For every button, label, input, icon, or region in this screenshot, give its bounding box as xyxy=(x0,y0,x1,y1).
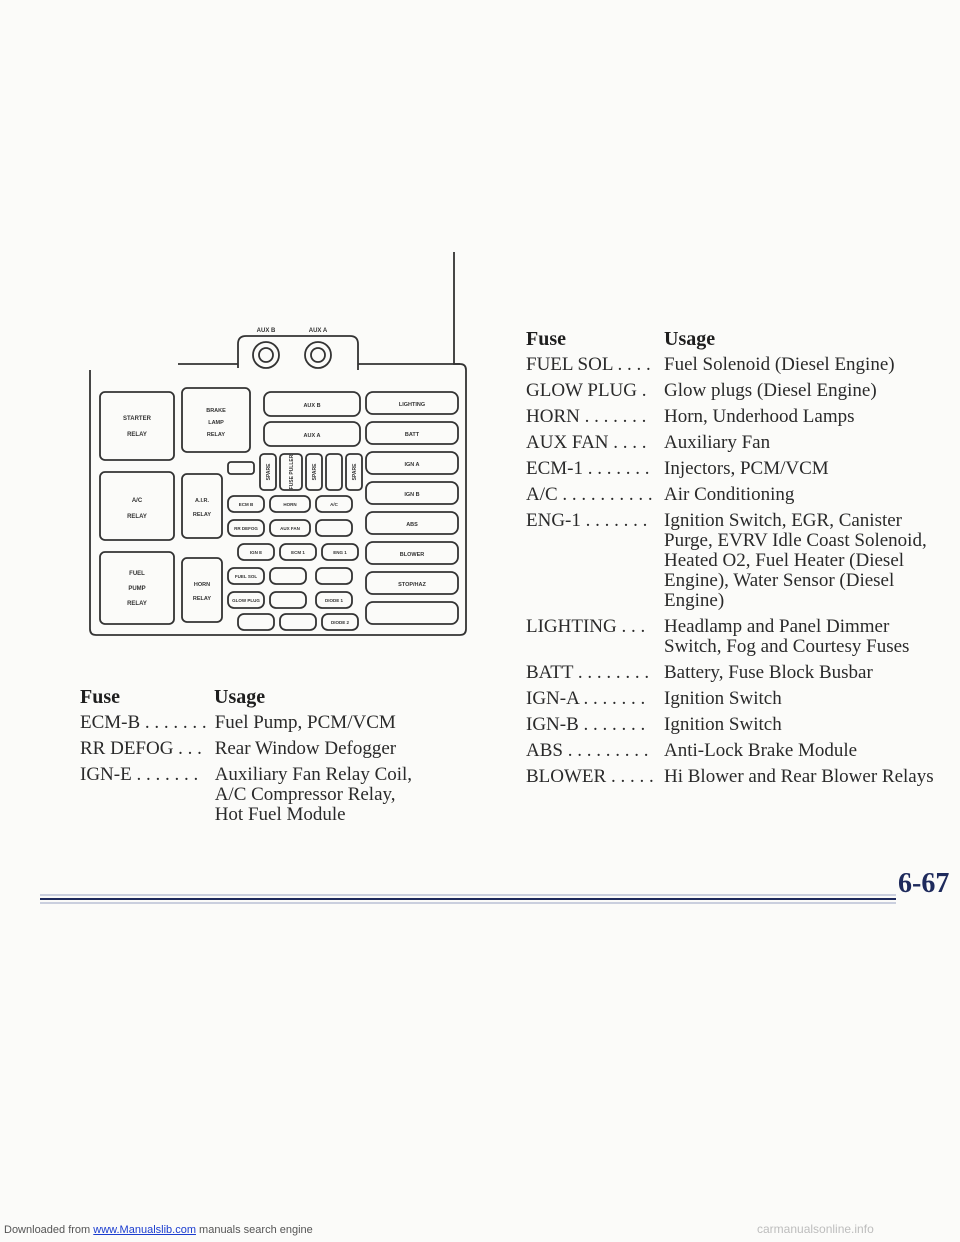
svg-text:ABS: ABS xyxy=(406,522,418,528)
manualslib-link[interactable]: www.Manualslib.com xyxy=(93,1224,196,1236)
svg-text:FUSE PULLER: FUSE PULLER xyxy=(289,454,295,490)
right-fuse-table xyxy=(526,355,934,793)
fuse-name: IGN-A . . . . . . . xyxy=(526,688,646,709)
svg-text:RELAY: RELAY xyxy=(192,596,212,602)
ac-relay xyxy=(100,472,174,540)
fuse-usage: Air Conditioning xyxy=(664,484,795,505)
starter-relay xyxy=(100,392,174,460)
download-footer xyxy=(4,1224,313,1236)
right-usage-header: Usage xyxy=(664,328,716,350)
svg-text:IGN E: IGN E xyxy=(249,550,263,555)
table-row xyxy=(526,741,934,767)
fuse-name: A/C . . . . . . . . . . xyxy=(526,484,653,505)
svg-text:ECM B: ECM B xyxy=(238,502,254,507)
svg-text:PUMP: PUMP xyxy=(128,586,146,592)
svg-text:AUX A: AUX A xyxy=(303,433,321,439)
table-row xyxy=(526,689,934,715)
svg-text:RELAY: RELAY xyxy=(127,432,147,438)
fuse-name: ECM-B . . . . . . . xyxy=(80,712,207,733)
fuel-pump-relay xyxy=(100,552,174,624)
fuse-name: GLOW PLUG . xyxy=(526,380,647,401)
fuse-usage: Ignition Switch xyxy=(664,714,782,735)
table-row xyxy=(80,765,425,831)
housing-top-tab xyxy=(238,336,358,370)
svg-text:DIODE 2: DIODE 2 xyxy=(330,620,350,625)
aux-a-block xyxy=(264,422,360,446)
svg-text:RELAY: RELAY xyxy=(206,432,226,438)
svg-text:ENG 1: ENG 1 xyxy=(333,550,347,555)
svg-text:RELAY: RELAY xyxy=(127,514,147,520)
fuse-usage: Rear Window Defogger xyxy=(214,738,397,759)
fuse-usage: Horn, Underhood Lamps xyxy=(664,406,855,427)
table-row xyxy=(526,715,934,741)
svg-text:BLOWER: BLOWER xyxy=(399,552,425,558)
spare-fuse-2 xyxy=(306,454,322,490)
table-row xyxy=(526,511,934,617)
right-fuse-header: Fuse xyxy=(526,328,566,350)
fuse-puller xyxy=(280,454,302,490)
svg-text:SPARE: SPARE xyxy=(312,463,318,481)
table-row xyxy=(80,713,425,739)
fuse-usage: Ignition Switch, EGR, Canister Purge, EVRV Idle Coast Solenoid, Heated O2, Fuel Heater (Diesel Engine), Water Sensor (Diesel Engine) xyxy=(664,510,927,611)
svg-text:RELAY: RELAY xyxy=(127,601,147,607)
svg-text:DIODE 1: DIODE 1 xyxy=(324,598,344,603)
fuse-usage: Fuel Pump, PCM/VCM xyxy=(214,712,396,733)
table-row xyxy=(526,407,934,433)
table-row xyxy=(526,485,934,511)
svg-text:FUEL SOL: FUEL SOL xyxy=(234,574,258,579)
left-fuse-header: Fuse xyxy=(80,686,120,708)
svg-text:AUX FAN: AUX FAN xyxy=(280,526,300,531)
fuse-name: LIGHTING . . . xyxy=(526,616,646,637)
fuse-usage: Auxiliary Fan xyxy=(664,432,771,453)
footer-suffix: manuals search engine xyxy=(195,1224,313,1236)
svg-text:IGN A: IGN A xyxy=(404,462,420,468)
fuse-usage: Anti-Lock Brake Module xyxy=(664,740,858,761)
table-row xyxy=(526,767,934,793)
aux-a-stud-label: AUX A xyxy=(308,328,328,334)
svg-text:A/C: A/C xyxy=(131,498,143,504)
watermark-brand: carmanualsonline.info xyxy=(757,1222,874,1236)
table-row xyxy=(526,433,934,459)
svg-text:LAMP: LAMP xyxy=(208,420,224,426)
table-row xyxy=(526,381,934,407)
fuse-name: IGN-E . . . . . . . xyxy=(80,764,199,785)
svg-text:A/C: A/C xyxy=(330,502,338,507)
page-number: 6-67 xyxy=(898,868,950,899)
fuse-name: AUX FAN . . . . xyxy=(526,432,647,453)
svg-text:ECM 1: ECM 1 xyxy=(291,550,305,555)
svg-text:HORN: HORN xyxy=(193,582,211,588)
fuse-name: BATT . . . . . . . . xyxy=(526,662,650,683)
fuse-usage: Injectors, PCM/VCM xyxy=(664,458,829,479)
fuse-name: HORN . . . . . . . xyxy=(526,406,647,427)
svg-text:STOP/HAZ: STOP/HAZ xyxy=(398,582,426,588)
fuse-usage: Headlamp and Panel Dimmer Switch, Fog and Courtesy Fuses xyxy=(664,616,910,657)
left-fuse-table xyxy=(80,713,425,831)
aux-b-block xyxy=(264,392,360,416)
fuse-name: RR DEFOG . . . xyxy=(80,738,202,759)
fuse-name: ABS . . . . . . . . . xyxy=(526,740,649,761)
svg-text:SPARE: SPARE xyxy=(266,463,272,481)
svg-text:HORN: HORN xyxy=(283,502,297,507)
svg-text:RR DEFOG: RR DEFOG xyxy=(234,526,258,531)
page-rule xyxy=(40,892,896,906)
fuse-usage: Battery, Fuse Block Busbar xyxy=(664,662,873,683)
fuse-usage: Fuel Solenoid (Diesel Engine) xyxy=(664,354,895,375)
spare-fuse-3 xyxy=(346,454,362,490)
svg-text:BATT: BATT xyxy=(404,432,420,438)
air-relay xyxy=(182,474,222,538)
fuse-name: FUEL SOL . . . . xyxy=(526,354,651,375)
fuse-usage: Ignition Switch xyxy=(664,688,782,709)
right-fuse-column xyxy=(366,392,458,624)
aux-b-stud-label: AUX B xyxy=(256,328,276,334)
horn-relay xyxy=(182,558,222,622)
fuse-usage: Auxiliary Fan Relay Coil, A/C Compressor Relay, Hot Fuel Module xyxy=(214,764,413,825)
svg-text:LIGHTING: LIGHTING xyxy=(398,402,426,408)
svg-text:SPARE: SPARE xyxy=(352,463,358,481)
svg-text:A.I.R.: A.I.R. xyxy=(194,498,210,504)
fuse-name: BLOWER . . . . . xyxy=(526,766,654,787)
footer-prefix: Downloaded from xyxy=(4,1224,94,1236)
spare-fuse-1 xyxy=(260,454,276,490)
aux-b-stud xyxy=(253,328,279,368)
svg-text:BRAKE: BRAKE xyxy=(206,408,226,414)
table-row xyxy=(526,663,934,689)
fuse-name: ECM-1 . . . . . . . xyxy=(526,458,650,479)
table-row xyxy=(526,617,934,663)
svg-text:RELAY: RELAY xyxy=(192,512,212,518)
svg-text:FUEL: FUEL xyxy=(129,571,145,577)
table-row xyxy=(526,459,934,485)
small-fuse-grid xyxy=(228,496,358,630)
fuse-name: IGN-B . . . . . . . xyxy=(526,714,646,735)
fuse-usage: Glow plugs (Diesel Engine) xyxy=(664,380,877,401)
table-row xyxy=(80,739,425,765)
svg-text:AUX B: AUX B xyxy=(303,403,321,409)
aux-a-stud xyxy=(305,328,331,368)
fuse-name: ENG-1 . . . . . . . xyxy=(526,510,648,531)
left-usage-header: Usage xyxy=(214,686,266,708)
table-row xyxy=(526,355,934,381)
svg-text:GLOW PLUG: GLOW PLUG xyxy=(232,598,260,603)
fuse-block-diagram xyxy=(88,252,468,637)
svg-text:IGN B: IGN B xyxy=(404,492,420,498)
brake-lamp-relay xyxy=(182,388,250,452)
fuse-usage: Hi Blower and Rear Blower Relays xyxy=(664,766,934,787)
svg-text:STARTER: STARTER xyxy=(123,416,151,422)
